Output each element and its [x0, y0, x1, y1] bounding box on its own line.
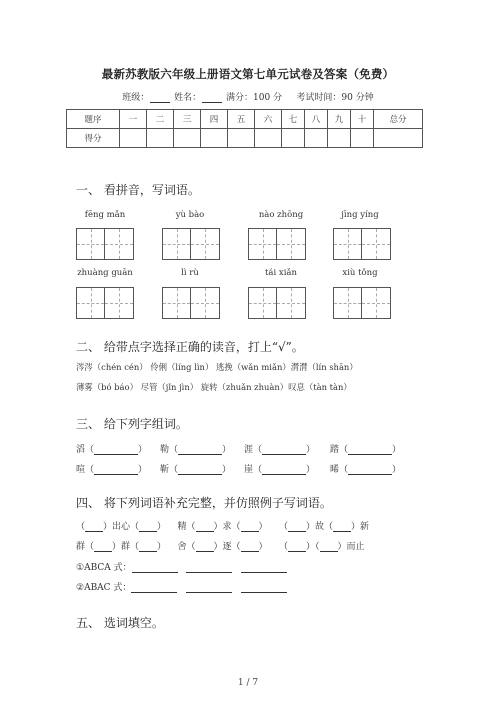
score-cell: 九: [328, 110, 351, 129]
exam-info-line: [0, 90, 496, 103]
exam-time: 考试时间：90 分钟: [296, 93, 374, 103]
answer-blank[interactable]: [132, 563, 178, 573]
class-label: 班级：: [122, 93, 150, 103]
answer-blank[interactable]: [262, 465, 306, 475]
score-cell: 二: [147, 110, 174, 129]
answer-blank[interactable]: [85, 522, 103, 532]
score-cell: 一: [120, 110, 147, 129]
score-cell: 总分: [374, 110, 423, 129]
answer-blank[interactable]: [348, 465, 392, 475]
answer-blank[interactable]: [196, 522, 214, 532]
abca-label: ①ABCA 式：: [76, 563, 132, 573]
answer-blank[interactable]: [94, 445, 138, 455]
pinyin-label: xiù tǒng: [342, 268, 378, 278]
score-cell: 题序: [67, 110, 120, 129]
score-cell: 八: [305, 110, 328, 129]
answer-blank[interactable]: [94, 542, 112, 552]
answer-blank[interactable]: [241, 583, 287, 593]
answer-blank[interactable]: [241, 542, 259, 552]
reading-choice-line-1: 涔涔（chén cén） 伶俐（líng lìn） 逃挽（wǎn miǎn）潸潸（lín shān）: [76, 362, 358, 372]
idiom-line-2: 群（ ）群（ ） 舍（ ）逐（ ） （ ）（ ）而止: [76, 542, 365, 552]
answer-blank[interactable]: [262, 445, 306, 455]
score-input-cell[interactable]: [228, 129, 255, 148]
abca-line: [76, 560, 287, 573]
score-input-cell[interactable]: [174, 129, 201, 148]
score-row-label: 得分: [67, 129, 120, 148]
pinyin-label: yù bào: [175, 210, 205, 220]
answer-blank[interactable]: [186, 583, 232, 593]
writing-grid[interactable]: [333, 228, 391, 260]
score-input-cell[interactable]: [147, 129, 174, 148]
score-table-header-row: [67, 110, 423, 129]
section-2-title: 二、 给带点字选择正确的读音，打上“√”。: [76, 340, 304, 354]
section-3-title: 三、 给下列字组词。: [76, 417, 188, 431]
writing-grid[interactable]: [248, 228, 306, 260]
name-blank[interactable]: [202, 93, 222, 103]
score-cell: 七: [282, 110, 305, 129]
answer-blank[interactable]: [196, 542, 214, 552]
class-blank[interactable]: [150, 93, 170, 103]
writing-grid[interactable]: [248, 287, 306, 319]
score-cell: 十: [351, 110, 374, 129]
pinyin-label: nào zhōng: [258, 210, 304, 220]
writing-grid[interactable]: [76, 287, 134, 319]
score-cell: 三: [174, 110, 201, 129]
word-group-item: 踏（ ）: [330, 445, 402, 455]
word-group-item: 涯（ ）: [244, 445, 316, 455]
answer-blank[interactable]: [288, 542, 306, 552]
name-label: 姓名：: [174, 93, 202, 103]
idiom-line-1: （ ）出心（ ） 精（ ）求（ ） （ ）故（ ）新: [76, 522, 370, 532]
score-input-cell[interactable]: [305, 129, 328, 148]
score-input-cell[interactable]: [201, 129, 228, 148]
pinyin-label: jīng yíng: [341, 210, 379, 220]
score-input-cell[interactable]: [374, 129, 423, 148]
score-cell: 四: [201, 110, 228, 129]
pinyin-label: fēng mǎn: [84, 210, 126, 220]
pinyin-label: zhuàng guān: [77, 268, 133, 278]
score-cell: 六: [255, 110, 282, 129]
writing-grid[interactable]: [333, 287, 391, 319]
score-input-cell[interactable]: [282, 129, 305, 148]
score-input-cell[interactable]: [120, 129, 147, 148]
answer-blank[interactable]: [178, 465, 222, 475]
section-1-title: 一、 看拼音，写词语。: [76, 183, 200, 197]
section-5-title: 五、 选词填空。: [76, 616, 164, 630]
score-input-cell[interactable]: [255, 129, 282, 148]
answer-blank[interactable]: [131, 583, 177, 593]
page-number: 1 / 7: [237, 678, 259, 688]
word-group-item: 勒（ ）: [160, 445, 232, 455]
score-input-cell[interactable]: [328, 129, 351, 148]
abac-label: ②ABAC 式：: [76, 583, 132, 593]
answer-blank[interactable]: [288, 522, 306, 532]
word-group-item: 晞（ ）: [330, 465, 402, 475]
section-4-title: 四、 将下列词语补充完整，并仿照例子写词语。: [76, 496, 332, 510]
answer-blank[interactable]: [320, 542, 338, 552]
score-table: [66, 109, 423, 148]
reading-choice-line-2: 薄雾（bó báo） 尽管（jǐn jìn） 旋转（zhuǎn zhuàn）叹息（tàn tàn）: [76, 382, 352, 392]
answer-blank[interactable]: [186, 563, 232, 573]
writing-grid[interactable]: [162, 287, 220, 319]
abac-line: [76, 580, 287, 593]
pinyin-label: lì rù: [181, 268, 199, 278]
answer-blank[interactable]: [178, 445, 222, 455]
word-group-item: 滔（ ）: [76, 445, 148, 455]
exam-title: 最新苏教版六年级上册语文第七单元试卷及答案（免费）: [101, 67, 395, 81]
score-cell: 五: [228, 110, 255, 129]
score-table-score-row: [67, 129, 423, 148]
answer-blank[interactable]: [241, 563, 287, 573]
word-group-item: 靳（ ）: [160, 465, 232, 475]
pinyin-label: tái xiǎn: [265, 268, 297, 278]
answer-blank[interactable]: [139, 522, 157, 532]
word-group-item: 喧（ ）: [76, 465, 148, 475]
answer-blank[interactable]: [94, 465, 138, 475]
answer-blank[interactable]: [348, 445, 392, 455]
answer-blank[interactable]: [241, 522, 259, 532]
score-input-cell[interactable]: [351, 129, 374, 148]
word-group-item: 崖（ ）: [244, 465, 316, 475]
writing-grid[interactable]: [76, 228, 134, 260]
full-score: 满分：100 分: [226, 93, 283, 103]
writing-grid[interactable]: [162, 228, 220, 260]
answer-blank[interactable]: [333, 522, 351, 532]
answer-blank[interactable]: [139, 542, 157, 552]
